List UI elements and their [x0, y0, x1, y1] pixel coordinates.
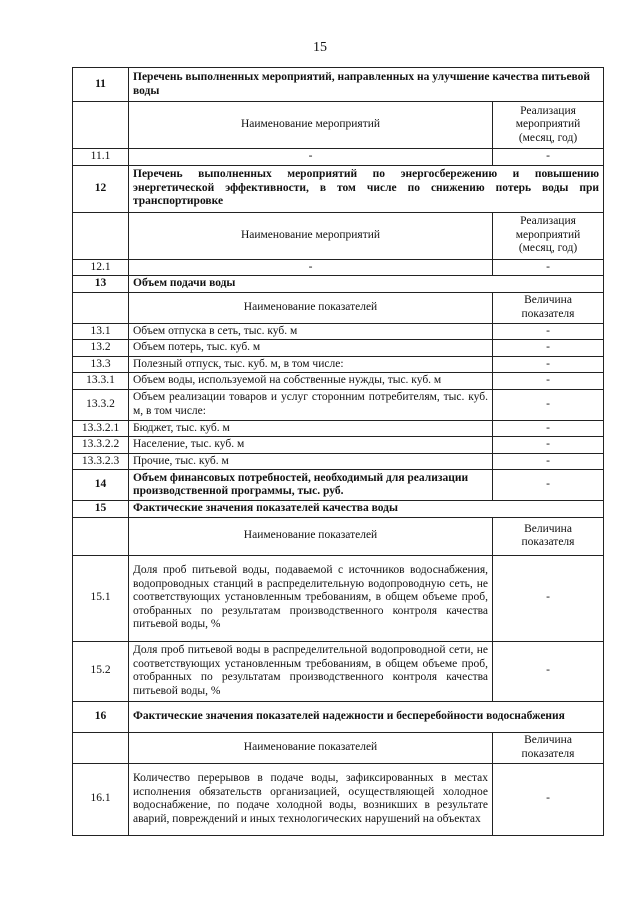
row-number: 14: [73, 470, 129, 501]
row-value: -: [493, 420, 604, 437]
table-row: [73, 470, 604, 501]
column-header-realization: Реализация мероприятий (месяц, год): [493, 102, 604, 149]
row-number: 15: [73, 501, 129, 518]
table-row: [73, 212, 604, 259]
row-name: Население, тыс. куб. м: [129, 437, 493, 454]
table-row: [73, 437, 604, 454]
row-value: -: [493, 149, 604, 166]
section-title: Объем финансовых потребностей, необходимый для реализации производственной программы, тыс. руб.: [129, 470, 493, 501]
row-name: Прочие, тыс. куб. м: [129, 453, 493, 470]
row-name: -: [129, 149, 493, 166]
row-number: 13.2: [73, 340, 129, 357]
row-name: Доля проб питьевой воды в распределительной водопроводной сети, не соответствующих установленным требованиям, в общем объеме проб, отобранных по результатам производственного контроля качества питьевой воды, %: [129, 641, 493, 701]
production-program-table: [72, 67, 604, 836]
empty-cell: [73, 517, 129, 555]
column-header-name: Наименование мероприятий: [129, 102, 493, 149]
row-value: -: [493, 389, 604, 420]
row-name: Бюджет, тыс. куб. м: [129, 420, 493, 437]
row-name: Полезный отпуск, тыс. куб. м, в том числе:: [129, 356, 493, 373]
table-row: [73, 149, 604, 166]
table-row: [73, 340, 604, 357]
column-header-name: Наименование показателей: [129, 517, 493, 555]
row-value: -: [493, 323, 604, 340]
table-row: [73, 102, 604, 149]
column-header-name: Наименование мероприятий: [129, 212, 493, 259]
row-number: 16.1: [73, 763, 129, 835]
table-row: [73, 641, 604, 701]
table-row: [73, 555, 604, 641]
row-value: -: [493, 259, 604, 276]
row-name: -: [129, 259, 493, 276]
row-number: 15.1: [73, 555, 129, 641]
row-name: Объем реализации товаров и услуг сторонним потребителям, тыс. куб. м, в том числе:: [129, 389, 493, 420]
empty-cell: [73, 732, 129, 763]
row-value: -: [493, 641, 604, 701]
row-number: 12.1: [73, 259, 129, 276]
section-title: Фактические значения показателей качества воды: [129, 501, 604, 518]
table-row: [73, 373, 604, 390]
row-number: 13.3.2.2: [73, 437, 129, 454]
row-value: -: [493, 763, 604, 835]
row-number: 13.3.1: [73, 373, 129, 390]
section-title: Фактические значения показателей надежности и бесперебойности водоснабжения: [129, 701, 604, 732]
column-header-value: Величина показателя: [493, 292, 604, 323]
empty-cell: [73, 102, 129, 149]
table-row: [73, 356, 604, 373]
table-row: [73, 276, 604, 293]
table-row: [73, 68, 604, 102]
row-value: -: [493, 555, 604, 641]
row-name: Объем отпуска в сеть, тыс. куб. м: [129, 323, 493, 340]
row-number: 12: [73, 165, 129, 212]
section-title: Объем подачи воды: [129, 276, 604, 293]
row-value: -: [493, 356, 604, 373]
table-row: [73, 732, 604, 763]
row-value: -: [493, 373, 604, 390]
row-number: 13.3.2.1: [73, 420, 129, 437]
row-number: 16: [73, 701, 129, 732]
row-value: -: [493, 470, 604, 501]
column-header-name: Наименование показателей: [129, 292, 493, 323]
table-row: [73, 389, 604, 420]
row-number: 11.1: [73, 149, 129, 166]
table-row: [73, 323, 604, 340]
table-row: [73, 501, 604, 518]
row-value: -: [493, 340, 604, 357]
table-row: [73, 763, 604, 835]
row-name: Количество перерывов в подаче воды, зафиксированных в местах исполнения обязательств организацией, осуществляющей холодное водоснабжение, по подаче холодной воды, возникших в результате аварий, повреждений и иных технологических нарушений на объектах: [129, 763, 493, 835]
row-name: Объем воды, используемой на собственные нужды, тыс. куб. м: [129, 373, 493, 390]
page-number: 15: [313, 40, 327, 55]
table-row: [73, 701, 604, 732]
table-row: [73, 259, 604, 276]
row-name: Доля проб питьевой воды, подаваемой с источников водоснабжения, водопроводных станций в распределительную водопроводную сеть, не соответствующих установленным требованиям, в общем объеме проб, отобранных по результатам производственного контроля качества питьевой воды, %: [129, 555, 493, 641]
row-number: 11: [73, 68, 129, 102]
column-header-realization: Реализация мероприятий (месяц, год): [493, 212, 604, 259]
empty-cell: [73, 212, 129, 259]
row-number: 13: [73, 276, 129, 293]
row-number: 13.3.2.3: [73, 453, 129, 470]
table-row: [73, 517, 604, 555]
row-value: -: [493, 453, 604, 470]
row-number: 13.1: [73, 323, 129, 340]
row-name: Объем потерь, тыс. куб. м: [129, 340, 493, 357]
row-number: 13.3: [73, 356, 129, 373]
empty-cell: [73, 292, 129, 323]
row-number: 15.2: [73, 641, 129, 701]
section-title: Перечень выполненных мероприятий по энергосбережению и повышению энергетической эффективности, в том числе по снижению потерь воды при транспортировке: [129, 165, 604, 212]
row-value: -: [493, 437, 604, 454]
column-header-value: Величина показателя: [493, 732, 604, 763]
table-row: [73, 420, 604, 437]
column-header-value: Величина показателя: [493, 517, 604, 555]
section-title: Перечень выполненных мероприятий, направленных на улучшение качества питьевой воды: [129, 68, 604, 102]
column-header-name: Наименование показателей: [129, 732, 493, 763]
table-row: [73, 292, 604, 323]
table-row: [73, 453, 604, 470]
row-number: 13.3.2: [73, 389, 129, 420]
table-row: [73, 165, 604, 212]
